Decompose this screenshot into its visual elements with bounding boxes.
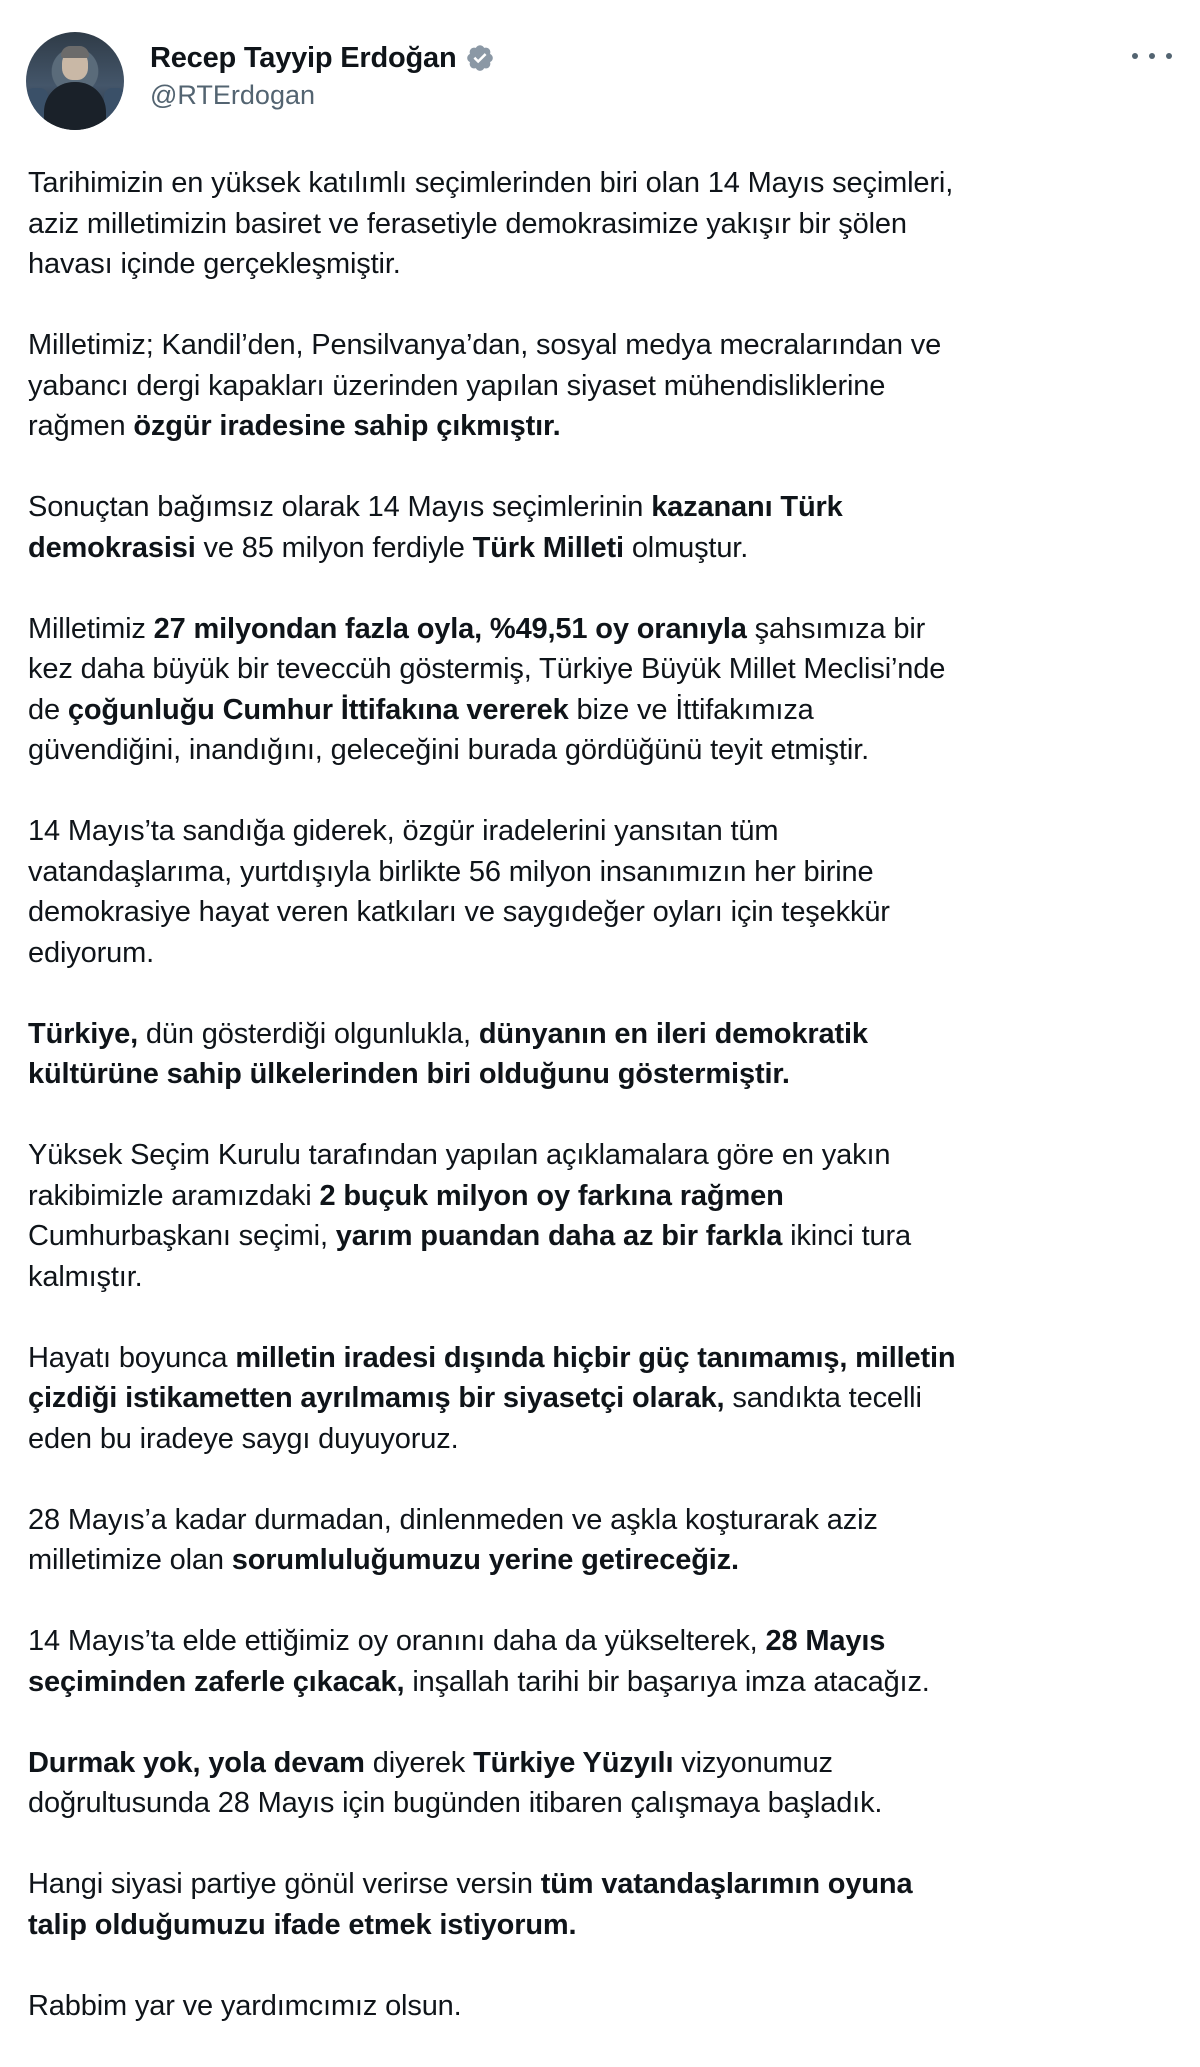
- tweet-paragraph: [28, 1338, 1178, 1460]
- text-segment: ve 85 milyon ferdiyle: [195, 531, 473, 564]
- text-segment: Hayatı boyunca: [28, 1341, 236, 1374]
- more-options-icon[interactable]: [1132, 44, 1172, 68]
- text-segment: bize ve İttifakımıza güvendiğini, inandığını, geleceğini burada gördüğünü teyit etmiştir.: [28, 693, 870, 766]
- avatar[interactable]: [26, 32, 124, 130]
- text-segment: Tarihimizin en yüksek katılımlı seçimlerinden biri olan 14 Mayıs seçimleri, aziz milletimizin basiret ve ferasetiyle demokrasimize yakışır bir şölen havası içinde gerçekleşmiştir.: [28, 167, 954, 280]
- text-segment: Yüksek Seçim Kurulu tarafından yapılan açıklamalara göre en yakın rakibimizle aramızdaki: [28, 1139, 891, 1212]
- bold-text: kazananı Türk demokrasisi: [28, 491, 843, 564]
- bold-text: Durmak yok, yola devam: [28, 1746, 365, 1779]
- tweet-text: [28, 163, 1178, 2067]
- bold-text: tüm vatandaşlarımın oyuna talip olduğumuzu ifade etmek istiyorum.: [28, 1868, 913, 1941]
- text-segment: şahsımıza bir kez daha büyük bir teveccüh göstermiş, Türkiye Büyük Millet Meclisi’nde de: [28, 612, 946, 726]
- bold-text: 27 milyondan fazla oyla, %49,51 oy oranıyla: [153, 612, 747, 645]
- bold-text: Türk Milleti: [472, 531, 624, 564]
- more-dot: [1132, 53, 1138, 59]
- avatar-background-right: [104, 88, 124, 130]
- tweet-paragraph: [28, 811, 1178, 973]
- bold-text: yarım puandan daha az bir farkla: [335, 1220, 783, 1252]
- avatar-figure-hair: [61, 46, 89, 58]
- text-segment: Milletimiz: [28, 612, 154, 645]
- tweet-paragraph: [28, 487, 1178, 568]
- tweet-paragraph: [28, 1986, 1178, 2027]
- verified-badge-icon: [465, 43, 495, 73]
- tweet-paragraph: [28, 1621, 1178, 1702]
- text-segment: Sonuçtan bağımsız olarak 14 Mayıs seçimlerinin: [28, 491, 652, 523]
- bold-text: 28 Mayıs seçiminden zaferle çıkacak,: [28, 1625, 886, 1698]
- more-dot: [1149, 53, 1155, 59]
- text-segment: inşallah tarihi bir başarıya imza atacağız.: [404, 1665, 930, 1698]
- tweet-paragraph: [28, 1743, 1178, 1824]
- text-segment: Cumhurbaşkanı seçimi,: [28, 1220, 328, 1252]
- user-handle[interactable]: @RTErdogan: [150, 80, 315, 110]
- more-dot: [1166, 53, 1172, 59]
- text-segment: 14 Mayıs’ta sandığa giderek, özgür iradelerini yansıtan tüm vatandaşlarıma, yurtdışıyla birlikte 56 milyon insanımızın her birine demokrasiye hayat veren katkıları ve saygıdeğer oyları için teşekkür ediyorum.: [28, 815, 890, 969]
- tweet-header: [26, 32, 1176, 132]
- text-segment: olmuştur.: [623, 531, 749, 564]
- text-segment: dün gösterdiği olgunlukla,: [138, 1017, 479, 1050]
- bold-text: çoğunluğu Cumhur İttifakına vererek: [67, 693, 569, 726]
- bold-text: Türkiye Yüzyılı: [473, 1746, 674, 1779]
- bold-text: özgür iradesine sahip çıkmıştır.: [133, 410, 561, 442]
- tweet-paragraph: [28, 325, 1178, 447]
- bold-text: dünyanın en ileri demokratik kültürüne sahip ülkelerinden biri olduğunu göstermiştir.: [28, 1017, 868, 1090]
- bold-text: milletin iradesi dışında hiçbir güç tanımamış, milletin çizdiği istikametten ayrılmamış bir siyasetçi olarak,: [28, 1341, 956, 1414]
- text-segment: Milletimiz; Kandil’den, Pensilvanya’dan, sosyal medya mecralarından ve yabancı dergi kapakları üzerinden yapılan siyaset mühendisliklerine rağmen: [28, 329, 942, 442]
- tweet-paragraph: [28, 1500, 1178, 1581]
- tweet-paragraph: [28, 1014, 1178, 1095]
- text-segment: 28 Mayıs’a kadar durmadan, dinlenmeden ve aşkla koşturarak aziz milletimize olan: [28, 1503, 878, 1576]
- text-segment: Rabbim yar ve yardımcımız olsun.: [28, 1989, 462, 2022]
- text-segment: sandıkta tecelli eden bu iradeye saygı duyuyoruz.: [28, 1382, 922, 1455]
- avatar-figure-body: [44, 82, 106, 130]
- name-row: [150, 40, 495, 76]
- tweet-paragraph: [28, 1864, 1178, 1945]
- tweet-paragraph: [28, 163, 1178, 285]
- text-segment: Hangi siyasi partiye gönül verirse versin: [28, 1868, 541, 1900]
- text-segment: diyerek: [364, 1746, 474, 1779]
- tweet-paragraph: [28, 1135, 1178, 1297]
- text-segment: vizyonumuz doğrultusunda 28 Mayıs için bugünden itibaren çalışmaya başladık.: [28, 1746, 883, 1819]
- text-segment: 14 Mayıs’ta elde ettiğimiz oy oranını daha da yükselterek,: [28, 1625, 766, 1657]
- tweet-paragraph: [28, 609, 1178, 771]
- bold-text: Türkiye,: [28, 1017, 139, 1050]
- text-segment: ikinci tura kalmıştır.: [28, 1220, 911, 1293]
- bold-text: sorumluluğumuzu yerine getireceğiz.: [231, 1544, 739, 1576]
- bold-text: 2 buçuk milyon oy farkına rağmen: [319, 1179, 784, 1212]
- display-name[interactable]: Recep Tayyip Erdoğan: [150, 41, 457, 74]
